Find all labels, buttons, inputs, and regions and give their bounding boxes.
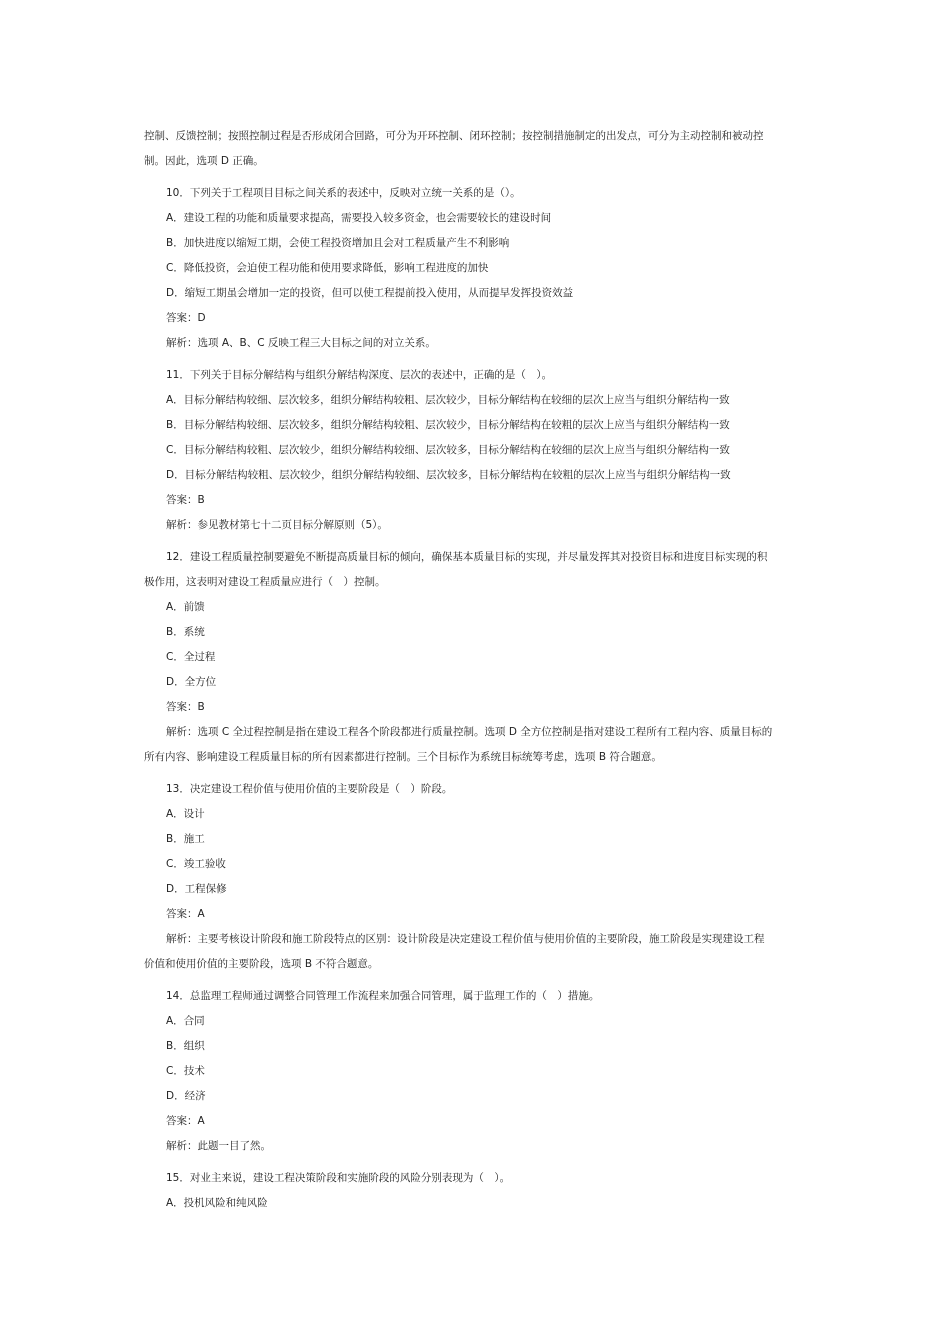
option-item: D．工程保修 [166,883,227,895]
answer-line: 答案：B [166,701,205,713]
intro-paragraph [144,124,806,174]
analysis-line: 解析：主要考核设计阶段和施工阶段特点的区别：设计阶段是决定建设工程价值与使用价值的主要阶段，施工阶段是实现建设工程 [166,933,765,945]
question-block [144,181,806,356]
paragraph-line: 控制、反馈控制；按照控制过程是否形成闭合回路，可分为开环控制、闭环控制；按控制措施制定的出发点，可分为主动控制和被动控 [144,130,764,142]
option-item: C．全过程 [166,651,216,663]
option-item: B．组织 [166,1040,205,1052]
option-item: D．经济 [166,1090,206,1102]
option-item: B．施工 [166,833,205,845]
question-stem: 11．下列关于目标分解结构与组织分解结构深度、层次的表述中，正确的是（ ）。 [166,369,553,381]
question-stem: 极作用，这表明对建设工程质量应进行（ ）控制。 [144,576,386,588]
option-item: D．缩短工期虽会增加一定的投资，但可以使工程提前投入使用，从而提早发挥投资效益 [166,287,574,299]
option-item: D．全方位 [166,676,217,688]
question-block [144,984,806,1159]
option-item: C．竣工验收 [166,858,226,870]
analysis-line: 解析：此题一目了然。 [166,1140,271,1152]
option-item: B．目标分解结构较细、层次较多，组织分解结构较粗、层次较少，目标分解结构在较粗的层次上应当与组织分解结构一致 [166,419,730,431]
answer-line: 答案：B [166,494,205,506]
answer-line: 答案：D [166,312,206,324]
question-block [144,777,806,977]
analysis-line: 解析：选项 C 全过程控制是指在建设工程各个阶段都进行质量控制。选项 D 全方位控制是指对建设工程所有工程内容、质量目标的 [166,726,773,738]
option-item: A．设计 [166,808,205,820]
option-item: A．建设工程的功能和质量要求提高，需要投入较多资金，也会需要较长的建设时间 [166,212,552,224]
option-item: D．目标分解结构较粗、层次较少，组织分解结构较细、层次较多，目标分解结构在较粗的层次上应当与组织分解结构一致 [166,469,731,481]
question-stem: 10．下列关于工程项目目标之间关系的表述中，反映对立统一关系的是（）。 [166,187,521,199]
option-item: A．投机风险和纯风险 [166,1197,268,1209]
option-item: B．加快进度以缩短工期，会使工程投资增加且会对工程质量产生不利影响 [166,237,510,249]
analysis-line: 解析：参见教材第七十二页目标分解原则（5）。 [166,519,388,531]
question-block [144,1166,806,1216]
question-block [144,545,806,770]
question-block [144,363,806,538]
answer-line: 答案：A [166,908,205,920]
analysis-line: 价值和使用价值的主要阶段，选项 B 不符合题意。 [144,958,379,970]
answer-line: 答案：A [166,1115,205,1127]
document-page [144,124,806,1223]
option-item: A．目标分解结构较细、层次较多，组织分解结构较粗、层次较少，目标分解结构在较细的层次上应当与组织分解结构一致 [166,394,730,406]
analysis-line: 解析：选项 A、B、C 反映工程三大目标之间的对立关系。 [166,337,436,349]
option-item: C．目标分解结构较粗、层次较少，组织分解结构较细、层次较多，目标分解结构在较细的层次上应当与组织分解结构一致 [166,444,730,456]
option-item: A．合同 [166,1015,205,1027]
question-stem: 13．决定建设工程价值与使用价值的主要阶段是（ ）阶段。 [166,783,453,795]
question-stem: 12．建设工程质量控制要避免不断提高质量目标的倾向，确保基本质量目标的实现，并尽量发挥其对投资目标和进度目标实现的积 [166,551,768,563]
option-item: A．前馈 [166,601,205,613]
option-item: C．降低投资，会迫使工程功能和使用要求降低，影响工程进度的加快 [166,262,489,274]
question-stem: 15．对业主来说，建设工程决策阶段和实施阶段的风险分别表现为（ ）。 [166,1172,511,1184]
option-item: C．技术 [166,1065,205,1077]
option-item: B．系统 [166,626,205,638]
paragraph-line: 制。因此，选项 D 正确。 [144,155,264,167]
analysis-line: 所有内容、影响建设工程质量目标的所有因素都进行控制。三个目标作为系统目标统筹考虑，选项 B 符合题意。 [144,751,662,763]
question-stem: 14．总监理工程师通过调整合同管理工作流程来加强合同管理，属于监理工作的（ ）措施。 [166,990,600,1002]
